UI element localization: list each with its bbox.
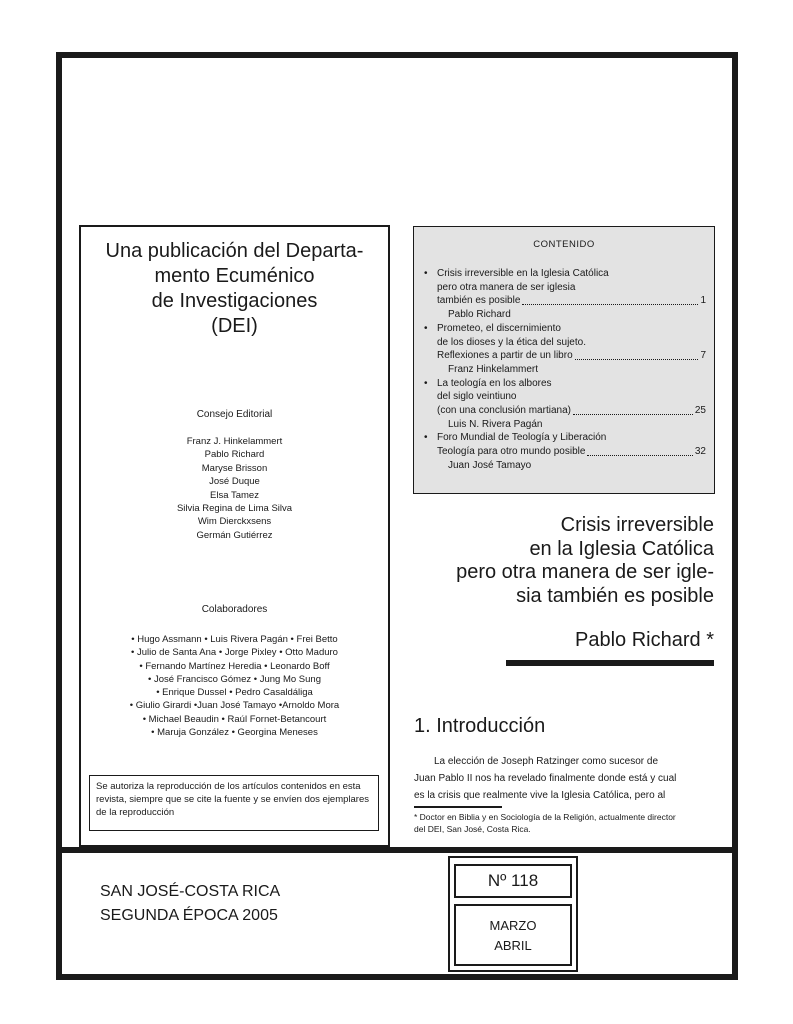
toc-entry-line (424, 294, 706, 308)
toc-entry-line (424, 377, 706, 391)
bullet-icon: • (424, 432, 428, 444)
body-line: La elección de Joseph Ratzinger como sucesor de (434, 756, 659, 767)
publication-info-box (79, 225, 390, 847)
rights-notice: Se autoriza la reproducción de los artículos contenidos en esta revista, siempre que se cite la fuente y se envíen dos ejemplares de la reproducción (89, 775, 379, 831)
collaborators-line: • Maruja González • Georgina Meneses (151, 727, 318, 739)
footnote-line: * Doctor en Biblia y en Sociología de la Religión, actualmente director (414, 812, 676, 822)
body-line: Juan Pablo II nos ha revelado finalmente donde está y cual (414, 773, 677, 784)
toc-entry-line (424, 267, 706, 281)
publication-title (81, 239, 388, 339)
editorial-member: Germán Gutiérrez (196, 529, 273, 541)
editorial-member: Franz J. Hinkelammert (186, 436, 283, 447)
publication-title-line: mento Ecuménico (154, 265, 315, 287)
collaborators-line: • Hugo Assmann • Luis Rivera Pagán • Frei Betto (131, 634, 338, 645)
contents-heading: CONTENIDO (533, 239, 595, 250)
issue-box (448, 856, 578, 972)
editorial-member: Silvia Regina de Lima Silva (176, 503, 293, 515)
toc-entry-text: (con una conclusión martiana) (437, 405, 571, 417)
toc-entry-text: del siglo veintiuno (437, 391, 517, 403)
toc-entry-line (424, 349, 706, 363)
city-edition (100, 880, 280, 928)
toc-entry-line (424, 281, 706, 295)
toc-entry-line (424, 431, 706, 445)
issue-month: MARZO (489, 918, 537, 933)
footer-divider (56, 847, 738, 853)
toc-page-number: 7 (700, 350, 706, 362)
collaborators-line: • José Francisco Gómez • Jung Mo Sung (148, 673, 321, 685)
editorial-board-heading: Consejo Editorial (196, 409, 273, 420)
collaborators-heading: Colaboradores (201, 604, 268, 615)
toc-entry-line (424, 336, 706, 350)
editorial-member: Pablo Richard (204, 449, 265, 461)
publication-title-line: de Investigaciones (151, 290, 318, 312)
toc-entry-text: Foro Mundial de Teología y Liberación (437, 432, 607, 444)
toc-entry-text: también es posible (437, 295, 521, 307)
toc-page-number: 1 (700, 295, 706, 307)
dot-leader (575, 359, 699, 360)
collaborators-line: • Giulio Girardi •Juan José Tamayo •Arnoldo Mora (129, 700, 340, 712)
issue-months (454, 904, 572, 966)
toc-entry-line (424, 322, 706, 336)
article-author: Pablo Richard * (575, 629, 714, 651)
editorial-member: Wim Dierckxsens (197, 516, 272, 528)
article-body (414, 753, 715, 804)
collaborators-list (81, 633, 388, 739)
bullet-icon: • (424, 268, 428, 279)
collaborators-line: • Julio de Santa Ana • Jorge Pixley • Otto Maduro (131, 647, 338, 659)
bullet-icon: • (424, 322, 428, 334)
toc-page-number: 25 (694, 405, 706, 417)
issue-number: Nº 118 (454, 864, 572, 898)
edition-line: SEGUNDA ÉPOCA 2005 (100, 907, 278, 924)
article-title-line: sia también es posible (516, 584, 714, 607)
section-heading: 1. Introducción (414, 715, 546, 737)
toc-entry-text: Reflexiones a partir de un libro (437, 350, 573, 362)
toc-entry-text: Teología para otro mundo posible (437, 446, 586, 458)
publication-title-line: Una publicación del Departa- (105, 240, 364, 262)
collaborators-line: • Enrique Dussel • Pedro Casaldáliga (156, 687, 313, 699)
article-title-line: Crisis irreversible (560, 514, 714, 536)
footnote (414, 812, 716, 835)
editorial-board-list (81, 435, 388, 542)
city-line: SAN JOSÉ-COSTA RICA (100, 883, 281, 900)
issue-month: ABRIL (494, 938, 532, 953)
article-title-line: en la Iglesia Católica (529, 537, 714, 560)
publication-title-line: (DEI) (211, 315, 258, 337)
article-title-line: pero otra manera de ser igle- (456, 561, 714, 583)
collaborators-line: • Fernando Martínez Heredia • Leonardo Boff (139, 660, 330, 672)
toc-list (424, 267, 706, 473)
toc-entry-line (424, 390, 706, 404)
dot-leader (587, 455, 692, 456)
editorial-member: Maryse Brisson (201, 462, 268, 474)
bullet-icon: • (424, 377, 428, 389)
toc-entry-text: Prometeo, el discernimiento (437, 322, 561, 334)
author-rule (506, 660, 714, 666)
toc-entry-text: de los dioses y la ética del sujeto. (437, 336, 586, 348)
toc-entry-text: pero otra manera de ser iglesia (437, 281, 576, 293)
collaborators-line: • Michael Beaudin • Raúl Fornet-Betancourt (142, 713, 327, 725)
body-line: es la crisis que realmente vive la Iglesia Católica, pero al (414, 790, 666, 801)
article-title (456, 514, 714, 608)
toc-entry-line (424, 404, 706, 418)
dot-leader (573, 414, 693, 415)
toc-entry-text: Crisis irreversible en la Iglesia Católica (437, 268, 609, 279)
footnote-line: del DEI, San José, Costa Rica. (414, 823, 531, 834)
toc-author: Luis N. Rivera Pagán (448, 418, 543, 430)
editorial-member: José Duque (209, 476, 260, 488)
toc-author: Juan José Tamayo (448, 459, 532, 471)
dot-leader (522, 304, 698, 305)
editorial-member: Elsa Tamez (210, 489, 259, 501)
toc-author: Franz Hinkelammert (448, 363, 539, 375)
footnote-rule (414, 806, 502, 808)
toc-entry-text: La teología en los albores (437, 377, 552, 389)
toc-page-number: 32 (694, 446, 706, 458)
toc-author: Pablo Richard (448, 309, 511, 321)
toc-entry-line (424, 445, 706, 459)
table-of-contents (413, 226, 715, 494)
